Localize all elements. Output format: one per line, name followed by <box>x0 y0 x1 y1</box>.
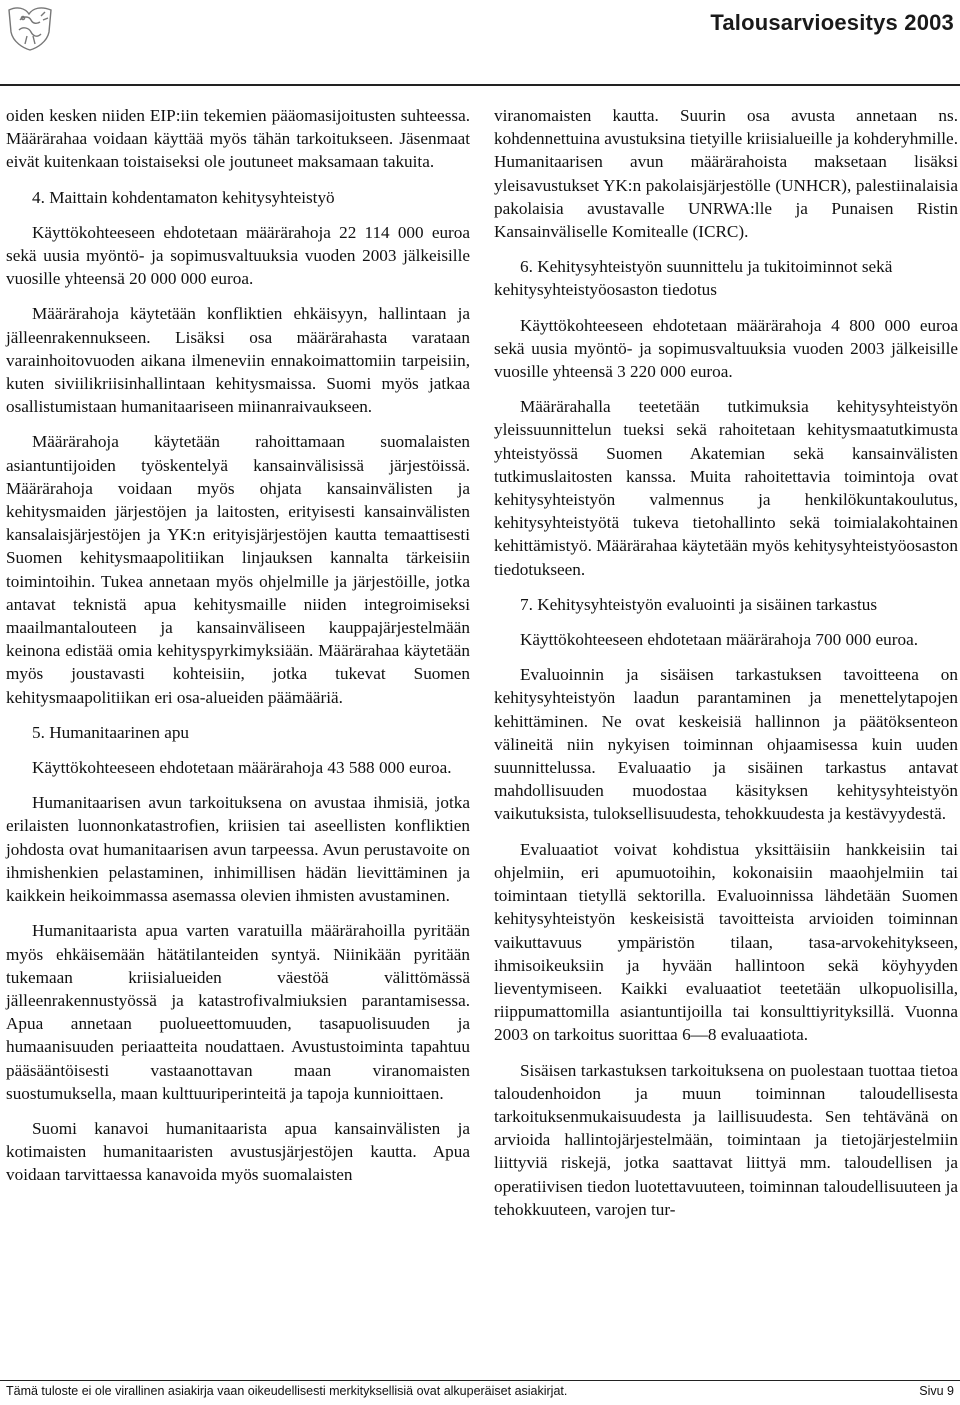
paragraph: Käyttökohteeseen ehdotetaan määrärahoja 43 588 000 euroa. <box>32 758 452 778</box>
paragraph: Määrärahalla teetetään tutkimuksia kehitysyhteistyön yleissuunnittelun tueksi sekä rahoitetaan kehitysmaatutkimusta yhteistyössä Suomen Akatemian sekä kansainvälisten tutkimuslaitosten kanssa. Muita rahoitettavia toimintoja ovat kehitysyhteistyön valmennus ja henkilökuntakoulutus, kehitysyhteistyötä tukeva tietohallinto sekä toimialakohtainen kehittämistyö. Määrärahaa käytetään myös kehitysyhteistyöosaston tiedotukseen. <box>494 397 958 579</box>
paragraph: Evaluoinnin ja sisäisen tarkastuksen tavoitteena on kehitysyhteistyön laadun parantaminen ja menettelytapojen kehittäminen. Ne ovat keskeisiä hallinnon ja päätöksenteon välineitä niin nykyisen toiminnan ohjaamisessa kuin uuden suunnittelussa. Evaluaatio ja sisäinen tarkastus antavat mahdollisuuden muodostaa käsityksen kehitysyhteistyön vaikutuksista, tuloksellisuudesta, tehokkuudesta ja kestävyydestä. <box>494 665 958 824</box>
paragraph: Määrärahoja käytetään konfliktien ehkäisyyn, hallintaan ja jälleenrakennukseen. Lisäksi osa määrärahasta varataan varainhoitovuoden aikana ilmeneviin ennakoimattomiin tarpeisiin, kuten siviilikriisinhallintaan kehitysmaissa. Suomi myös jatkaa osallistumistaan humanitaariseen miinanraivaukseen. <box>6 304 470 417</box>
paragraph: Käyttökohteeseen ehdotetaan määrärahoja 4 800 000 euroa sekä uusia myöntö- ja sopimusvaltuuksia vuoden 2003 jälkeisille vuosille yhteensä 3 220 000 euroa. <box>494 315 958 382</box>
page-header <box>0 0 960 94</box>
paragraph: Määrärahoja käytetään rahoittamaan suomalaisten asiantuntijoiden työskentelyä kansainvälisissä järjestöissä. Määrärahoja voidaan myös ohjata kansainvälisten ja kehitysmaiden järjestöjen ja laitosten, erityisesti kansainvälisten kansalaisjärjestöjen ja YK:n erityisjärjestöjen kautta temaattisesti Suomen kehitysmaapolitiikan linjauksen kannalta tärkeisiin toimintoihin. Tukea annetaan myös ohjelmille ja järjestöille, jotka antavat teknistä apua kehitysmaille niiden integroimiseksi maailmantalouteen ja kansainväliseen kauppajärjestelmään keinona edistää omia kehityspyrkimyksiään. Määrärahaa käytetään myös joustavasti kohteisiin, jotka tukevat Suomen kehitysmaapolitiikan eri osa-alueiden päämääriä. <box>6 432 470 707</box>
left-text-column <box>6 104 470 1199</box>
header-divider <box>0 84 960 86</box>
section-heading: 7. Kehitysyhteistyön evaluointi ja sisäinen tarkastus <box>520 594 878 614</box>
section-heading: 4. Maittain kohdentamaton kehitysyhteistyö <box>32 187 335 207</box>
footer-divider <box>0 1380 960 1381</box>
section-heading: 6. Kehitysyhteistyön suunnittelu ja tukitoiminnot sekä kehitysyhteistyöosaston tiedotus <box>494 257 893 300</box>
paragraph: oiden kesken niiden EIP:iin tekemien pääomasijoitusten suhteessa. Määrärahaa voidaan käyttää myös tähän tarkoitukseen. Jäsenmaat eivät kuitenkaan toistaiseksi ole joutuneet maksamaan takuita. <box>6 106 470 172</box>
footer-disclaimer: Tämä tuloste ei ole virallinen asiakirja vaan oikeudellisesti merkityksellisiä ovat alkuperäiset asiakirjat. <box>6 1384 568 1398</box>
paragraph: Sisäisen tarkastuksen tarkoituksena on puolestaan tuottaa tietoa taloudenhoidon ja muun toiminnan taloudellisesta tarkoituksenmukaisuudesta ja laillisuudesta. Sen tehtävänä on arvioida hallintojärjestelmään, toimintaan ja tietojärjestelmiin liittyviä riskejä, jotka saattavat liittyä mm. taloudellisen ja operatiivisen tiedon luotettavuuteen, toiminnan taloudellisuuteen ja tehokkuuteen, varojen tur- <box>494 1060 958 1219</box>
page-number: Sivu 9 <box>919 1384 954 1398</box>
lion-coat-of-arms-icon <box>3 2 59 52</box>
paragraph: Käyttökohteeseen ehdotetaan määrärahoja 700 000 euroa. <box>520 630 919 650</box>
paragraph: Evaluaatiot voivat kohdistua yksittäisiin hankkeisiin tai ohjelmiin, eri apumuotoihin, kokonaisiin maaohjelmiin tai toimintaan tietyllä sektorilla. Evaluoinnissa lähdetään Suomen kehitysyhteistyön keskeisistä tavoitteista arvioiden toiminnan vaikuttavuus ympäristön tilaan, tasa-arvokehitykseen, ihmisoikeuksiin ja hyvään hallintoon sekä köyhyyden lieventymiseen. Kaikki evaluaatiot teetetään ulkopuolisilla, riippumattomilla asiantuntijoilla tai konsulttiyrityksillä. Vuonna 2003 on tarkoitus suorittaa 6—8 evaluaatiota. <box>494 839 958 1045</box>
paragraph: Suomi kanavoi humanitaarista apua kansainvälisten ja kotimaisten humanitaaristen avustusjärjestöjen kautta. Apua voidaan tarvittaessa kanavoida myös suomalaisten <box>6 1118 470 1185</box>
right-text-column <box>494 104 958 1233</box>
document-title: Talousarvioesitys 2003 <box>710 10 954 35</box>
paragraph: Humanitaarisen avun tarkoituksena on avustaa ihmisiä, jotka erilaisten luonnonkatastrofien, kriisien tai aseellisten konfliktien johdosta ovat humanitaarisen avun tarpeessa. Avun perustavoite on ihmishenkien pelastaminen, inhimillisen hädän lievittäminen ja kaikkein heikoimmassa asemassa olevien ihmisten avustaminen. <box>6 793 470 906</box>
page-footer <box>6 1384 954 1402</box>
section-heading: 5. Humanitaarinen apu <box>32 722 190 742</box>
paragraph: viranomaisten kautta. Suurin osa avusta annetaan ns. kohdennettuina avustuksina tietyille kriisialueille ja kohderyhmille. Humanitaarisen avun määrärahoista maksetaan lisäksi yleisavustukset YK:n pakolaisjärjestölle (UNHCR), palestiinalaisia pakolaisia avustavalle UNRWA:lle ja Punaisen Ristin Kansainväliselle Komitealle (ICRC). <box>494 106 958 242</box>
paragraph: Humanitaarista apua varten varatuilla määrärahoilla pyritään myös ehkäisemään hätätilanteiden syntyä. Niinikään pyritään tukemaan kriisialueiden väestöä välittömässä jälleenrakennustyössä ja katastrofivalmiuksien parantamisessa. Apua annetaan puolueettomuuden, tasapuolisuuden ja humaanisuuden periaatteita noudattaen. Avustustoiminta tapahtuu pääsääntöisesti vastaanottavan maan viranomaisten suostumuksella, maan kulttuuriperinteitä ja tapoja kunnioittaen. <box>6 921 470 1103</box>
paragraph: Käyttökohteeseen ehdotetaan määrärahoja 22 114 000 euroa sekä uusia myöntö- ja sopimusvaltuuksia vuoden 2003 jälkeisille vuosille yhteensä 20 000 000 euroa. <box>6 222 470 289</box>
